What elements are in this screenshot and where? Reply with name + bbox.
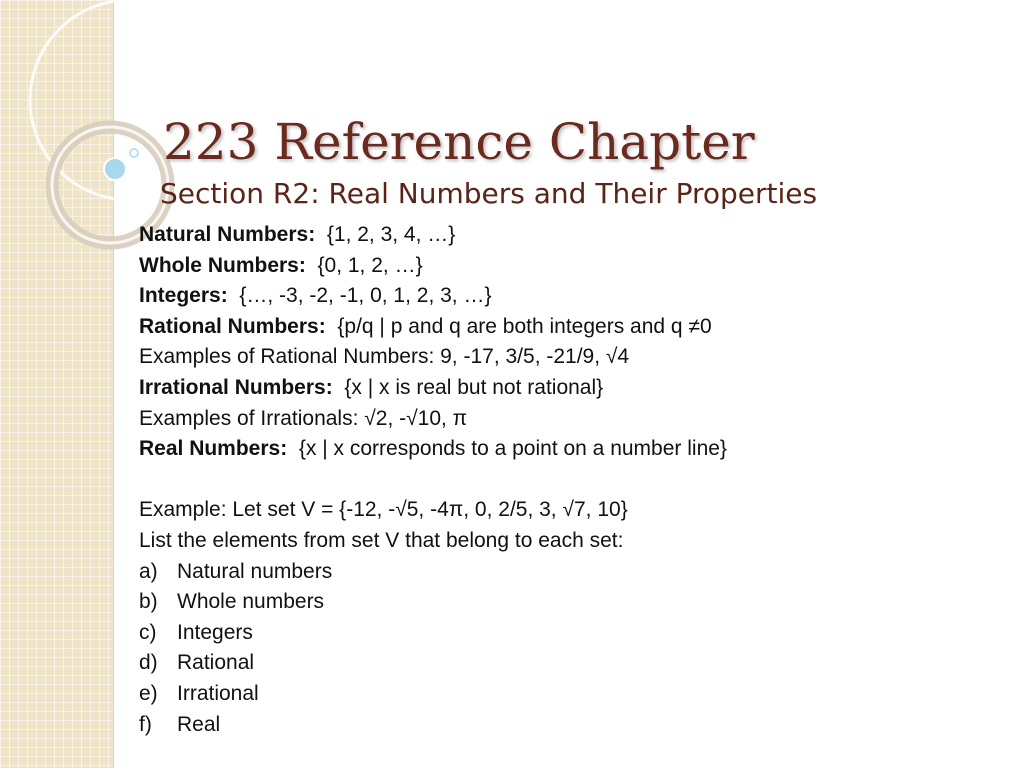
list-letter: a) [139,559,158,583]
example-prompt: Example: Let set V = {-12, -√5, -4π, 0, 2/5, 3, √7, 10} [139,498,628,522]
term-label: Integers: [139,284,228,308]
list-item [139,679,999,710]
term-label: Real Numbers: [139,437,288,461]
term-value: {x | x corresponds to a point on a number line} [298,437,727,461]
list-label: Natural numbers [177,559,333,583]
list-item [139,618,999,649]
definition-rational [139,312,999,343]
term-label: Whole Numbers: [139,253,306,277]
list-label: Irrational [177,681,259,705]
list-label: Integers [177,620,253,644]
list-item [139,648,999,679]
term-label: Rational Numbers: [139,314,326,338]
definition-real [139,434,999,465]
term-value: {1, 2, 3, 4, …} [326,223,456,246]
term-value: {p/q | p and q are both integers and q ≠0 [337,314,712,338]
small-bubble-icon [130,149,138,157]
list-letter: b) [139,590,158,614]
list-label: Whole numbers [177,590,325,614]
example-instruction: List the elements from set V that belong to each set: [139,528,624,552]
list-item [139,710,999,741]
list-letter: c) [139,620,157,644]
spacer [139,465,999,496]
term-label: Irrational Numbers: [139,375,333,399]
term-value: {…, -3, -2, -1, 0, 1, 2, 3, …} [239,284,492,308]
definition-whole [139,251,999,282]
definition-irrational [139,373,999,404]
irrational-examples: Examples of Irrationals: √2, -√10, π [139,406,468,430]
list-item [139,557,999,588]
term-label: Natural Numbers: [139,223,316,246]
definition-natural [139,220,999,251]
slide-title: 223 Reference Chapter [163,113,755,171]
list-label: Rational [177,651,255,675]
slide-subtitle: Section R2: Real Numbers and Their Properties [160,177,818,210]
list-item [139,587,999,618]
list-letter: d) [139,651,158,675]
blue-bubble-icon [104,158,126,180]
slide-content [139,220,999,740]
list-label: Real [177,712,221,736]
list-letter: e) [139,681,158,705]
rational-examples: Examples of Rational Numbers: 9, -17, 3/5, -21/9, √4 [139,345,630,369]
definition-integers [139,281,999,312]
term-value: {0, 1, 2, …} [317,253,423,277]
term-value: {x | x is real but not rational} [344,375,604,399]
list-letter: f) [139,712,152,736]
